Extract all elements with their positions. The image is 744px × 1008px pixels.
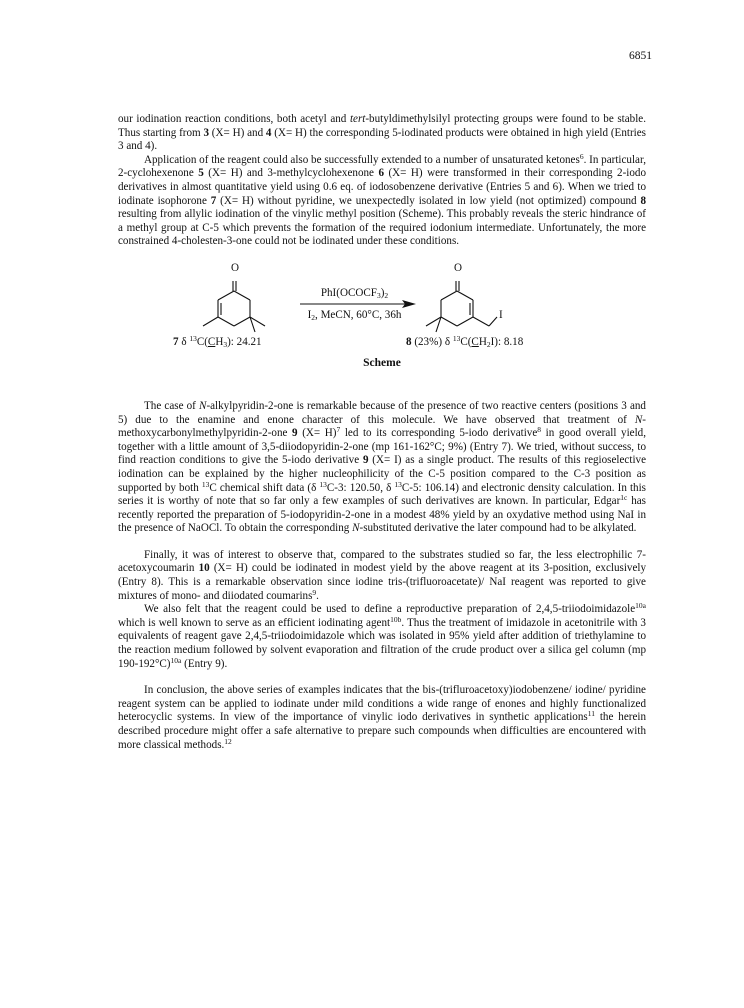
paragraph-2 [118, 151, 646, 249]
compound-number: 8 [640, 194, 646, 207]
superscript: 13 [452, 333, 461, 343]
paragraph-5 [118, 603, 646, 671]
isotope-superscript: 13 [394, 479, 402, 489]
methyl-bond [203, 317, 218, 326]
text-run: the herein described procedure might offer a safe alternative to prepare such compounds when difficulties are encountered with more classical methods. [118, 711, 646, 751]
text-run: C( [196, 335, 208, 348]
text-run: -alkylpyridin-2-one is remarkable because of the presence of two reactive centers (positions 3 and 5) due to the enamine and enone character of this molecule. We have observed that treatment of [118, 399, 646, 426]
subscript: 3 [223, 339, 228, 349]
isotope-superscript: 13 [319, 479, 327, 489]
paragraph-4 [118, 549, 646, 603]
ring-bond [234, 291, 250, 300]
ch2-bond [489, 317, 497, 326]
subscript: 3 [376, 290, 381, 300]
ring-bond [441, 291, 457, 300]
text-run: In conclusion, the above series of examples indicates that the bis-(trifluroacetoxy)iodobenzene/ iodine/ pyridine reagent system can be applied to iodinate under mild conditions a wide range of enones and highly functionalized heterocyclic systems. In view of the importance of vinylic iodo derivatives in synthetic applications [118, 684, 646, 724]
compound-number: 9 [362, 454, 369, 467]
oxygen-atom-label: O [454, 261, 463, 274]
compound-number: 10 [198, 562, 210, 575]
scheme-title: Scheme [363, 356, 401, 369]
italic-run: N [352, 522, 360, 535]
text-run: , MeCN, 60°C, 36h [315, 308, 402, 321]
reference-superscript: 12 [224, 736, 232, 746]
paragraph-6 [118, 684, 646, 752]
compound-number: 7 [173, 335, 179, 348]
reference-superscript: 11 [587, 709, 595, 719]
text-run: H [478, 335, 487, 348]
subscript: 2 [384, 290, 389, 300]
text-run: (X= H) could be iodinated in modest yield by the above reagent at its 3-position, exclusively (Entry 8). This is a remarkable observation since iodine tris-(trifluoroacetate)/ NaI reagent was reported to give mixtures of mono- and diiodated coumarins [118, 562, 646, 602]
subscript: 2 [486, 339, 491, 349]
text-run: . Thus the treatment of imidazole in acetonitrile with 3 equivalents of reagent gave 2,4,5-triiodoimidazole which was isolated in 95% yield after addition of triethylamine to the reaction medium followed by solvent evaporation and filtration of the crude product over a silica gel column (mp 190-192°C) [118, 616, 646, 670]
italic-run: N [634, 413, 643, 426]
text-run: Finally, it was of interest to observe that, compared to the substrates studied so far, the less electrophilic 7-acetoxycoumarin [118, 548, 646, 575]
text-run: ): 8.18 [494, 335, 524, 348]
reference-superscript: 9 [312, 587, 317, 597]
text-run: PhI(OCOCF [320, 286, 377, 299]
oxygen-atom-label: O [231, 261, 240, 274]
body-text [118, 113, 646, 752]
text-run: I [307, 308, 312, 321]
isotope-superscript: 13 [201, 479, 210, 489]
ring-bond [234, 317, 250, 326]
ring-bond [218, 291, 234, 300]
text-run: ): 24.21 [227, 335, 262, 348]
text-run: -butyldimethylsilyl protecting groups were found to be stable. Thus starting from [118, 113, 646, 139]
text-run: ) [380, 286, 385, 299]
subscript: 2 [311, 312, 316, 322]
text-run: (X= H) and 3-methylcyclohexenone [203, 167, 379, 180]
ring-bond [441, 317, 457, 326]
reaction-scheme [118, 259, 646, 387]
iodine-atom-label: I [499, 308, 503, 321]
reagent-label [300, 287, 409, 301]
text-run: which is well known to serve as an efficient iodinating agent [118, 616, 391, 629]
ring-bond [218, 317, 234, 326]
compound-7-caption [173, 333, 262, 350]
reference-superscript: 1c [620, 493, 628, 503]
text-run: (X= H) the corresponding 5-iodinated products were obtained in high yield (Entries 3 and 4). [118, 126, 646, 153]
ring-bond [457, 291, 473, 300]
text-run: δ [178, 335, 190, 348]
compound-number: 8 [406, 335, 412, 348]
reference-superscript: 10a [635, 601, 646, 611]
text-run: I [490, 335, 495, 348]
text-run: (X= H) were transformed in their corresponding 2-iodo derivatives in almost quantitative yield using 0.6 eq. of iodosobenzene derivative (Entries 5 and 6). When we tried to iodinate isophorone [118, 167, 646, 207]
reference-superscript: 8 [537, 425, 542, 435]
superscript: 13 [189, 333, 197, 343]
paragraph-3 [118, 400, 646, 536]
reference-superscript: 7 [336, 425, 341, 435]
text-run: The case of [144, 399, 200, 412]
page-number: 6851 [629, 50, 652, 62]
reference-superscript: 10b [390, 614, 402, 624]
text-run: (X= H) [297, 427, 337, 440]
paragraph-1 [118, 113, 646, 154]
compound-8-caption [406, 333, 524, 350]
text-run: led to its corresponding 5-iodo derivative [340, 427, 538, 440]
compound-number: 3 [203, 126, 209, 139]
compound-number: 4 [265, 126, 272, 139]
text-run: resulting from allylic iodination of the vinylic methyl position (Scheme). This probably reveals the steric hindrance of a methyl group at C-5 which prevents the formation of the required iodonium intermediate. Unfortunately, the more constrained 4-cholesten-3-one could not be iodinated under these conditions. [118, 208, 646, 248]
text-run: Application of the reagent could also be successfully extended to a number of unsaturated ketones [144, 153, 580, 166]
reference-superscript: 6 [579, 151, 584, 161]
text-run: H [215, 335, 224, 348]
text-run: (X= H) without pyridine, we unexpectedly isolated in low yield (not optimized) compound [216, 194, 641, 207]
compound-number: 9 [292, 427, 298, 440]
text-run: C-5: 106.14) and electronic density calculation. In this series it is worthy of note that so far only a few examples of such derivatives are known. In particular, Edgar [118, 481, 646, 508]
underlined-carbon: C [471, 335, 479, 348]
text-run: C( [460, 335, 472, 348]
ring-bond [457, 317, 473, 326]
text-run: (Entry 9). [181, 657, 228, 670]
compound-number: 7 [210, 194, 217, 207]
underlined-carbon: C [207, 335, 216, 348]
text-run: C chemical shift data (δ [209, 481, 320, 494]
ch2-bond [473, 317, 489, 326]
text-run: (X= H) and [209, 126, 266, 139]
conditions-label [294, 309, 415, 323]
text-run: C-3: 120.50, δ [326, 481, 395, 494]
text-run: -methoxycarbonylmethylpyridin-2-one [118, 413, 646, 440]
text-run: has recently reported the preparation of 5-iodopyridin-2-one in a modest 48% yield by an oxydative method using NaI in the presence of NaOCl. To obtain the corresponding [118, 495, 646, 535]
text-run: . In particular, 2-cyclohexenone [118, 153, 646, 180]
compound-number: 6 [378, 167, 384, 180]
compound-number: 5 [198, 167, 204, 180]
text-run: (23%) δ [411, 335, 453, 348]
text-run: . [316, 589, 319, 602]
text-run: -substituted derivative the later compound had to be alkylated. [359, 522, 637, 535]
italic-run: N [199, 399, 207, 412]
italic-run: tert [349, 113, 366, 125]
text-run: (X= I) as a single product. The results of this regioselective iodination can be explained by the higher nucleophilicity of the C-5 position compared to the C-3 position as supported by both [118, 454, 646, 494]
text-run: our iodination reaction conditions, both acetyl and [118, 113, 350, 125]
text-run: We also felt that the reagent could be used to define a reproductive preparation of 2,4,5-triiodoimidazole [144, 603, 636, 616]
text-run: in good overall yield, together with a little amount of 3,5-diiodopyridin-2-one (mp 161-162°C; 9%) (Entry 7). We tried, without success, to find reaction conditions to give the 5-iodo derivative [118, 427, 647, 467]
reference-superscript: 10a [170, 655, 182, 665]
